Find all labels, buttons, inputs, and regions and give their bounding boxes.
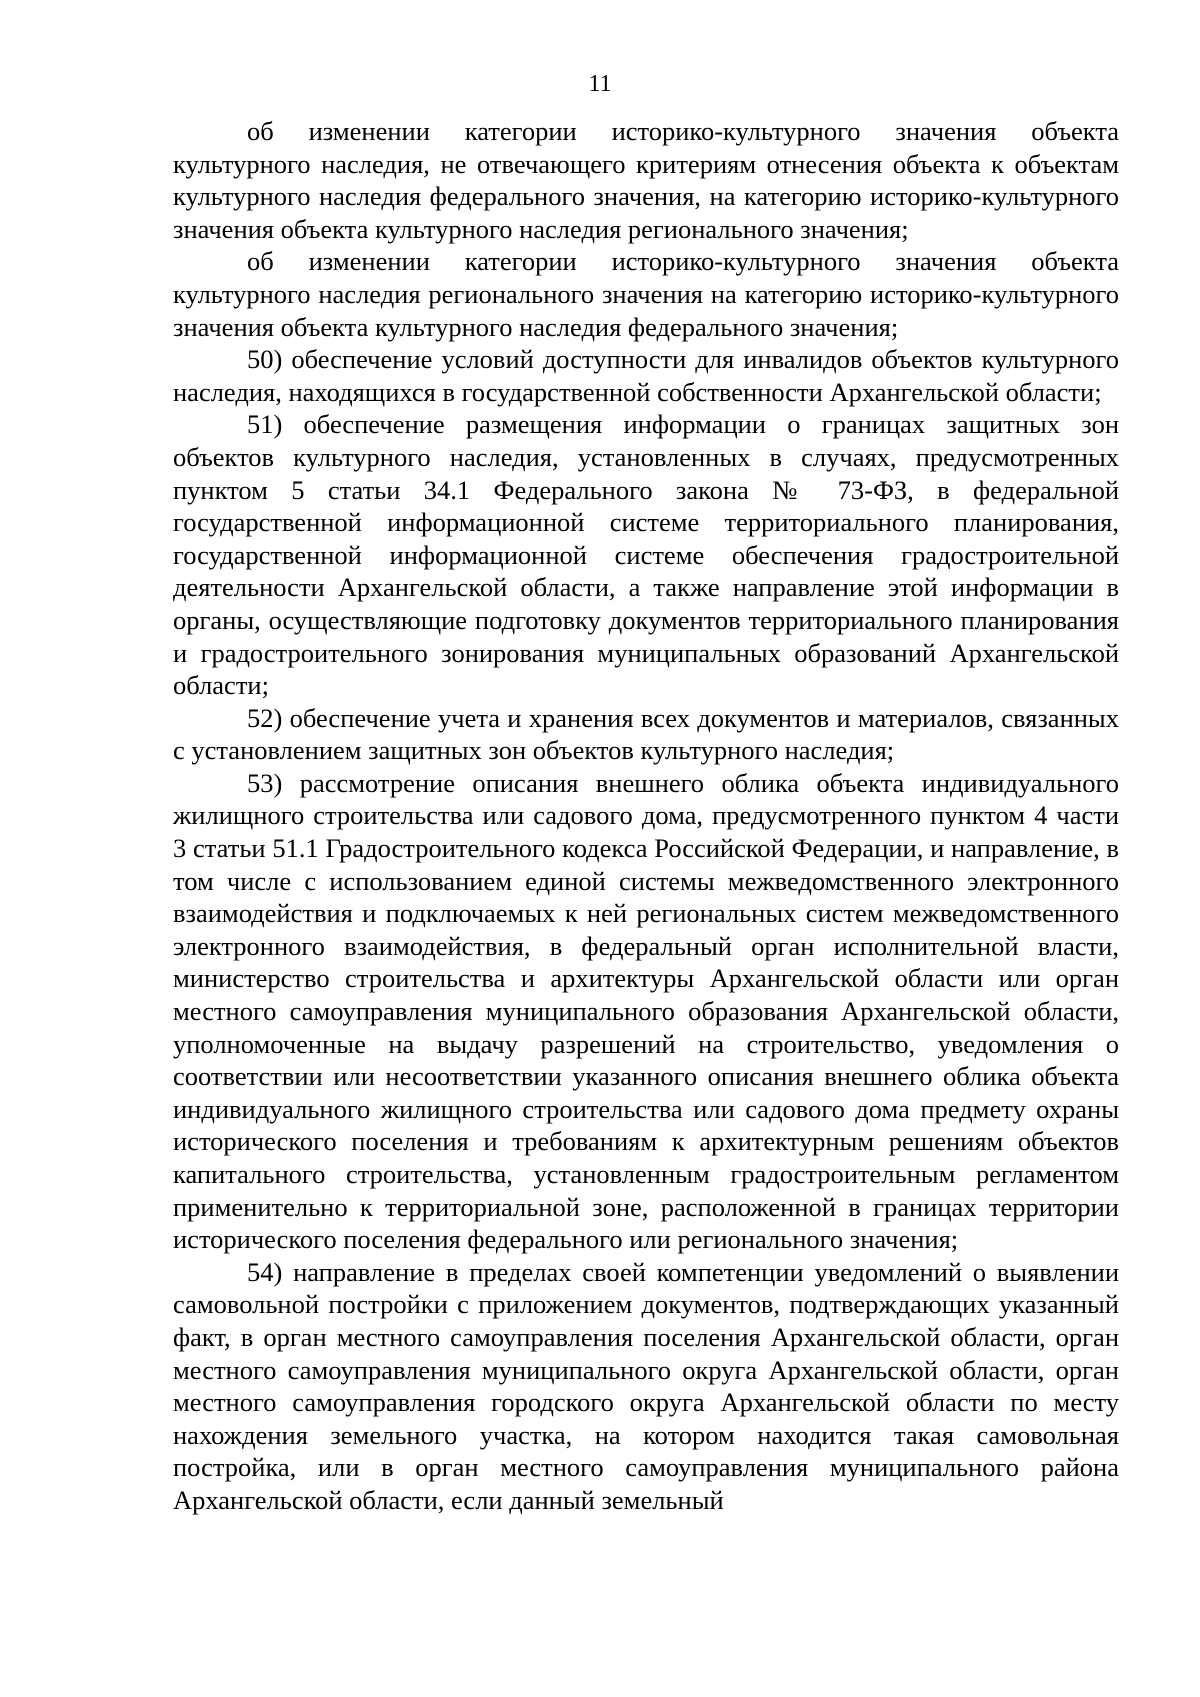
paragraph-item-54: 54) направление в пределах своей компетенции уведомлений о выявлении самовольной постройки с приложением документов, подтверждающих указанный факт, в орган местного самоуправления поселения Архангельской области, орган местного самоуправления муниципального округа Архангельской области, орган местного самоуправления городского округа Архангельской области по месту нахождения земельного участка, на котором находится такая самовольная постройка, или в орган местного самоуправления муниципального района Архангельской области, если данный земельный bbox=[173, 1256, 1119, 1515]
paragraph-category-change-to-federal: об изменении категории историко-культурного значения объекта культурного наследия регионального значения на категорию историко-культурного значения объекта культурного наследия федерального значения; bbox=[173, 246, 1119, 342]
paragraph-item-50: 50) обеспечение условий доступности для инвалидов объектов культурного наследия, находящихся в государственной собственности Архангельской области; bbox=[173, 344, 1119, 407]
page-number: 11 bbox=[588, 71, 612, 97]
document-body bbox=[173, 115, 1119, 1517]
paragraph-category-change-to-regional: об изменении категории историко-культурного значения объекта культурного наследия, не отвечающего критериям отнесения объекта к объектам культурного наследия федерального значения, на категорию историко-культурного значения объекта культурного наследия регионального значения; bbox=[173, 116, 1119, 244]
paragraph-item-53: 53) рассмотрение описания внешнего облика объекта индивидуального жилищного строительства или садового дома, предусмотренного пунктом 4 части 3 статьи 51.1 Градостроительного кодекса Российской Федерации, и направление, в том числе с использованием единой системы межведомственного электронного взаимодействия и подключаемых к ней региональных систем межведомственного электронного взаимодействия, в федеральный орган исполнительной власти, министерство строительства и архитектуры Архангельской области или орган местного самоуправления муниципального образования Архангельской области, уполномоченные на выдачу разрешений на строительство, уведомления о соответствии или несоответствии указанного описания внешнего облика объекта индивидуального жилищного строительства или садового дома предмету охраны исторического поселения и требованиям к архитектурным решениям объектов капитального строительства, установленным градостроительным регламентом применительно к территориальной зоне, расположенной в границах территории исторического поселения федерального или регионального значения; bbox=[173, 767, 1119, 1255]
paragraph-item-52: 52) обеспечение учета и хранения всех документов и материалов, связанных с установлением защитных зон объектов культурного наследия; bbox=[173, 702, 1119, 766]
paragraph-item-51: 51) обеспечение размещения информации о границах защитных зон объектов культурного наследия, установленных в случаях, предусмотренных пунктом 5 статьи 34.1 Федерального закона № 73-ФЗ, в федеральной государственной информационной системе территориального планирования, государственной информационной системе обеспечения градостроительной деятельности Архангельской области, а также направление этой информации в органы, осуществляющие подготовку документов территориального планирования и градостроительного зонирования муниципальных образований Архангельской области; bbox=[173, 409, 1119, 701]
